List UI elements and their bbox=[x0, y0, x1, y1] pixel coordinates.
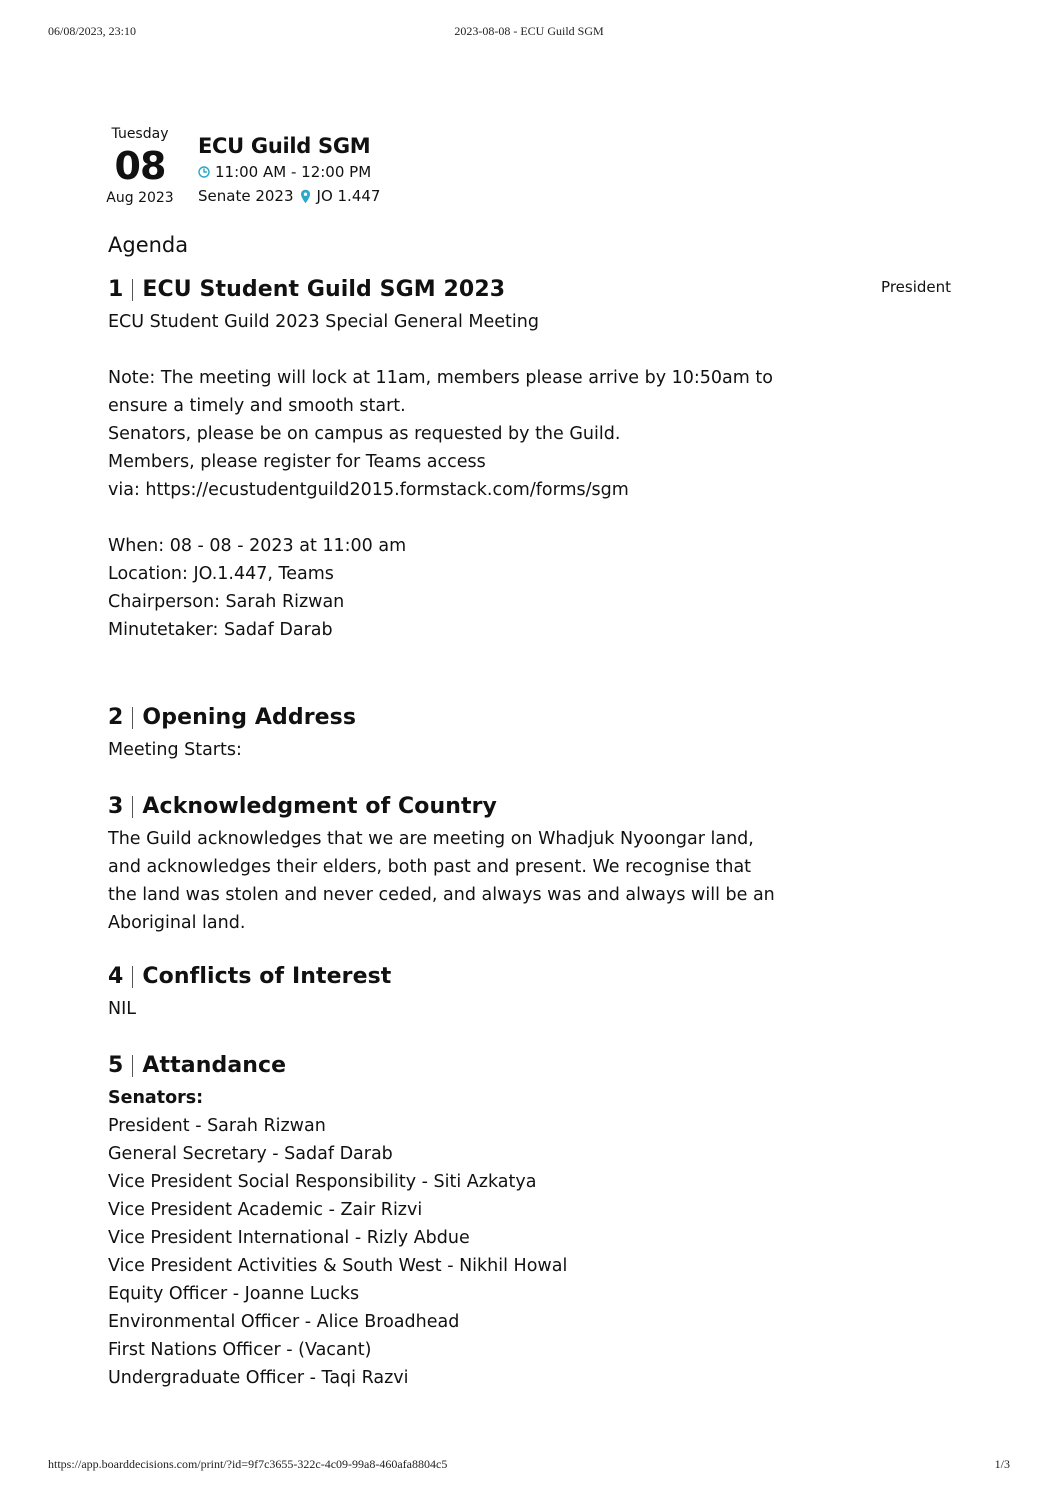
detail-minutetaker: Minutetaker: Sadaf Darab bbox=[108, 620, 333, 640]
heading-divider bbox=[132, 279, 133, 301]
agenda-item-body bbox=[108, 825, 778, 937]
agenda-heading: Agenda bbox=[108, 233, 189, 257]
attendance-entry: General Secretary - Sadaf Darab bbox=[108, 1144, 393, 1164]
agenda-item-title: ECU Student Guild SGM 2023 bbox=[142, 277, 506, 302]
agenda-content bbox=[108, 272, 968, 1392]
note-line: Senators, please be on campus as requested by the Guild. bbox=[108, 424, 621, 444]
item-body-text: NIL bbox=[108, 999, 137, 1019]
detail-location: Location: JO.1.447, Teams bbox=[108, 564, 334, 584]
meeting-group: Senate 2023 bbox=[198, 187, 294, 205]
map-pin-icon bbox=[300, 189, 311, 204]
attendance-entry: Vice President Social Responsibility - Siti Azkatya bbox=[108, 1172, 537, 1192]
agenda-item-heading bbox=[108, 700, 968, 736]
heading-divider bbox=[132, 707, 133, 729]
agenda-item-number: 5 bbox=[108, 1053, 124, 1078]
agenda-item-body bbox=[108, 995, 778, 1023]
attendance-entry: President - Sarah Rizwan bbox=[108, 1116, 326, 1136]
note-line: Note: The meeting will lock at 11am, members please arrive by 10:50am to bbox=[108, 368, 773, 388]
agenda-item-title: Acknowledgment of Country bbox=[142, 794, 497, 819]
agenda-item-3 bbox=[108, 789, 968, 937]
print-url: https://app.boarddecisions.com/print/?id=9f7c3655-322c-4c09-99a8-460afa8804c5 bbox=[48, 1457, 448, 1471]
meeting-date bbox=[100, 124, 180, 208]
attendance-entry: Equity Officer - Joanne Lucks bbox=[108, 1284, 360, 1304]
heading-divider bbox=[132, 796, 133, 818]
agenda-item-4 bbox=[108, 959, 968, 1023]
attendance-entry: First Nations Officer - (Vacant) bbox=[108, 1340, 372, 1360]
item-body-text: Meeting Starts: bbox=[108, 740, 242, 760]
agenda-item-number: 4 bbox=[108, 964, 124, 989]
agenda-item-number: 2 bbox=[108, 705, 124, 730]
meeting-day: 08 bbox=[114, 144, 166, 188]
heading-divider bbox=[132, 966, 133, 988]
attendance-entry: Undergraduate Officer - Taqi Razvi bbox=[108, 1368, 409, 1388]
print-page-number: 1/3 bbox=[994, 1457, 1010, 1471]
attendance-entry: Environmental Officer - Alice Broadhead bbox=[108, 1312, 460, 1332]
clock-icon bbox=[198, 166, 210, 178]
item-body-text: Aboriginal land. bbox=[108, 913, 246, 933]
print-page-title: 2023-08-08 - ECU Guild SGM bbox=[454, 24, 604, 38]
agenda-item-5 bbox=[108, 1048, 968, 1392]
heading-divider bbox=[132, 1055, 133, 1077]
item-body-text: The Guild acknowledges that we are meeting on Whadjuk Nyoongar land, bbox=[108, 829, 754, 849]
agenda-item-2 bbox=[108, 700, 968, 764]
agenda-item-presenter: President bbox=[881, 278, 951, 296]
agenda-item-heading bbox=[108, 959, 968, 995]
agenda-item-title: Opening Address bbox=[142, 705, 357, 730]
item-subtitle: ECU Student Guild 2023 Special General Meeting bbox=[108, 312, 539, 332]
agenda-item-number: 3 bbox=[108, 794, 124, 819]
agenda-item-1 bbox=[108, 272, 968, 644]
meeting-time-row bbox=[198, 160, 380, 184]
agenda-item-title: Conflicts of Interest bbox=[142, 964, 392, 989]
print-header bbox=[48, 24, 1010, 42]
item-body-text: and acknowledges their elders, both past and present. We recognise that bbox=[108, 857, 752, 877]
meeting-time: 11:00 AM - 12:00 PM bbox=[215, 163, 372, 181]
detail-chairperson: Chairperson: Sarah Rizwan bbox=[108, 592, 345, 612]
agenda-item-heading bbox=[108, 272, 968, 308]
registration-link: via: https://ecustudentguild2015.formstack.com/forms/sgm bbox=[108, 480, 629, 500]
meeting-title: ECU Guild SGM bbox=[198, 134, 371, 158]
agenda-item-body bbox=[108, 308, 778, 644]
agenda-item-body bbox=[108, 1084, 778, 1392]
agenda-item-number: 1 bbox=[108, 277, 124, 302]
detail-when: When: 08 - 08 - 2023 at 11:00 am bbox=[108, 536, 407, 556]
meeting-location: JO 1.447 bbox=[316, 187, 381, 205]
attendance-entry: Vice President Activities & South West - Nikhil Howal bbox=[108, 1256, 568, 1276]
print-datetime: 06/08/2023, 23:10 bbox=[48, 24, 137, 38]
senators-subheading: Senators: bbox=[108, 1088, 204, 1108]
meeting-weekday: Tuesday bbox=[111, 126, 169, 142]
meeting-place-row bbox=[198, 184, 380, 208]
attendance-entry: Vice President International - Rizly Abdue bbox=[108, 1228, 470, 1248]
agenda-item-heading bbox=[108, 1048, 968, 1084]
agenda-item-title: Attandance bbox=[142, 1053, 287, 1078]
note-line: Members, please register for Teams access bbox=[108, 452, 486, 472]
meeting-month-year: Aug 2023 bbox=[106, 190, 174, 206]
meeting-info bbox=[198, 132, 380, 208]
note-line: ensure a timely and smooth start. bbox=[108, 396, 406, 416]
print-footer bbox=[48, 1457, 1010, 1475]
attendance-entry: Vice President Academic - Zair Rizvi bbox=[108, 1200, 423, 1220]
item-body-text: the land was stolen and never ceded, and always was and always will be an bbox=[108, 885, 775, 905]
agenda-item-heading bbox=[108, 789, 968, 825]
agenda-item-body bbox=[108, 736, 778, 764]
